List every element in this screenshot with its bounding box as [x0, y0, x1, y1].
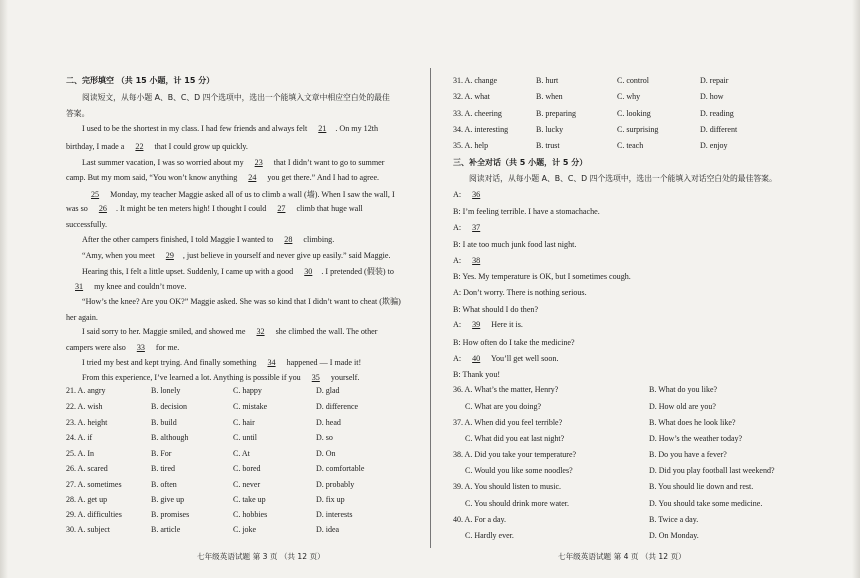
passage-text: Hearing this, I felt a little upset. Suddenly, I came up with a good — [82, 267, 296, 276]
option-item: 32. A. what — [453, 92, 490, 101]
passage-text: you get there.” And I had to agree. — [265, 173, 380, 182]
page-4-footer: 七年级英语试题 第 4 页 （共 12 页） — [558, 552, 686, 561]
option-item: D. On Monday. — [649, 531, 699, 540]
passage-text: I said sorry to her. Maggie smiled, and showed me — [82, 327, 248, 336]
option-item: C. hobbies — [233, 510, 268, 519]
dialogue-section-title: 三、补全对话（共 5 小题，计 5 分） — [453, 158, 588, 167]
option-item: 22. A. wish — [66, 402, 103, 411]
dialogue-text: A: — [453, 256, 464, 265]
option-item: D. repair — [700, 76, 729, 85]
passage-text: for me. — [153, 343, 180, 352]
blank-number: 30 — [304, 267, 313, 276]
passage-text: successfully. — [66, 220, 108, 229]
option-item: 34. A. interesting — [453, 125, 509, 134]
option-item: D. On — [316, 449, 336, 458]
blank-number: 38 — [472, 256, 481, 265]
dialogue-line — [453, 354, 558, 364]
cloze-instruction: 阅读短文，从每小题 A、B、C、D 四个选项中，选出一个能填入文章中相应空白处的最佳 — [82, 93, 390, 102]
option-item: 31. A. change — [453, 76, 497, 85]
option-item: B. often — [151, 480, 177, 489]
page-divider — [430, 68, 431, 548]
option-item: C. mistake — [233, 402, 268, 411]
option-item: 28. A. get up — [66, 495, 108, 504]
option-item: B. preparing — [536, 109, 576, 118]
passage-text: birthday, I made a — [66, 142, 127, 151]
option-item: D. fix up — [316, 495, 345, 504]
option-item: D. reading — [700, 109, 734, 118]
option-item: B. What do you like? — [649, 385, 718, 394]
option-item: 21. A. angry — [66, 386, 106, 395]
passage-text: Last summer vacation, I was so worried about my — [82, 158, 246, 167]
blank-number: 21 — [318, 124, 327, 133]
option-item: 27. A. sometimes — [66, 480, 122, 489]
passage-line — [66, 313, 98, 323]
blank-number: 23 — [254, 158, 263, 167]
dialogue-text: B: Thank you! — [453, 370, 501, 379]
option-item: 30. A. subject — [66, 525, 110, 534]
blank-number: 36 — [472, 190, 481, 199]
option-item: 29. A. difficulties — [66, 510, 122, 519]
passage-text: I tried my best and kept trying. And finally something — [82, 358, 259, 367]
option-item: B. What does he look like? — [649, 418, 736, 427]
passage-line — [82, 251, 390, 261]
passage-text: she climbed the wall. The other — [273, 327, 378, 336]
passage-line — [66, 343, 179, 353]
option-item: C. take up — [233, 495, 266, 504]
scan-edge-right — [852, 0, 860, 578]
option-item: C. until — [233, 433, 258, 442]
option-item: C. bored — [233, 464, 261, 473]
passage-line — [66, 173, 379, 183]
option-item: B. hurt — [536, 76, 559, 85]
passage-text: , just believe in yourself and never give up easily.” said Maggie. — [182, 251, 391, 260]
option-item: D. probably — [316, 480, 355, 489]
passage-text: “How’s the knee? Are you OK?” Maggie asked. She was so kind that I didn’t want to cheat (欺骗) — [82, 297, 401, 306]
passage-line — [66, 282, 186, 292]
option-item: B. article — [151, 525, 181, 534]
dialogue-text: B: I’m feeling terrible. I have a stomachache. — [453, 207, 600, 216]
dialogue-text: You’ll get well soon. — [489, 354, 559, 363]
dialogue-text: A: — [453, 320, 464, 329]
option-item: C. hair — [233, 418, 255, 427]
option-item: B. build — [151, 418, 177, 427]
option-item: C. joke — [233, 525, 257, 534]
passage-text: happened — I made it! — [284, 358, 362, 367]
dialogue-line — [453, 207, 600, 217]
dialogue-text: A: — [453, 190, 464, 199]
passage-line — [82, 297, 401, 307]
option-item: 24. A. if — [66, 433, 93, 442]
blank-number: 26 — [98, 204, 107, 213]
option-item: D. idea — [316, 525, 340, 534]
passage-line — [82, 358, 361, 368]
option-item: 23. A. height — [66, 418, 108, 427]
passage-text: her again. — [66, 313, 98, 322]
option-item: D. glad — [316, 386, 340, 395]
option-item: B. For — [151, 449, 172, 458]
blank-number: 33 — [136, 343, 145, 352]
dialogue-line — [453, 305, 538, 315]
option-item: 25. A. In — [66, 449, 94, 458]
passage-text: that I could grow up quickly. — [152, 142, 248, 151]
dialogue-line — [453, 240, 576, 250]
dialogue-text: A: — [453, 223, 464, 232]
passage-line — [82, 327, 377, 337]
dialogue-text: Here it is. — [489, 320, 523, 329]
blank-number: 28 — [284, 235, 293, 244]
option-item: D. You should take some medicine. — [649, 499, 763, 508]
option-item: D. Did you play football last weekend? — [649, 466, 775, 475]
passage-line — [66, 142, 248, 152]
passage-text: After the other campers finished, I told Maggie I wanted to — [82, 235, 276, 244]
blank-number: 29 — [165, 251, 174, 260]
option-item: C. What did you eat last night? — [465, 434, 565, 443]
page-3-footer: 七年级英语试题 第 3 页 （共 12 页） — [197, 552, 325, 561]
dialogue-text: B: How often do I take the medicine? — [453, 338, 575, 347]
blank-number: 25 — [91, 190, 100, 199]
passage-text: . It might be ten meters high! I thought I could — [115, 204, 269, 213]
option-item: D. so — [316, 433, 333, 442]
option-item: C. Would you like some noodles? — [465, 466, 573, 475]
option-item: B. tired — [151, 464, 175, 473]
passage-text: I used to be the shortest in my class. I had few friends and always felt — [82, 124, 310, 133]
blank-number: 40 — [472, 354, 481, 363]
option-item: B. although — [151, 433, 189, 442]
dialogue-text: A: — [453, 354, 464, 363]
option-item: 38. A. Did you take your temperature? — [453, 450, 577, 459]
option-item: B. Twice a day. — [649, 515, 699, 524]
passage-text: yourself. — [328, 373, 360, 382]
blank-number: 35 — [311, 373, 320, 382]
option-item: B. lucky — [536, 125, 564, 134]
blank-number: 32 — [256, 327, 265, 336]
blank-number: 27 — [277, 204, 286, 213]
option-item: C. At — [233, 449, 250, 458]
passage-line — [82, 267, 394, 277]
option-item: C. What are you doing? — [465, 402, 542, 411]
dialogue-line — [453, 338, 575, 348]
dialogue-instruction: 阅读对话，从每小题 A、B、C、D 四个选项中，选出一个能填入对话空白处的最佳答案。 — [469, 174, 777, 183]
option-item: D. different — [700, 125, 738, 134]
passage-text: Monday, my teacher Maggie asked all of us to climb a wall (墙). When I saw the wall, I — [108, 190, 395, 199]
option-item: C. You should drink more water. — [465, 499, 569, 508]
option-item: D. comfortable — [316, 464, 365, 473]
passage-text: “Amy, when you meet — [82, 251, 157, 260]
passage-line — [66, 204, 363, 214]
dialogue-text: B: Yes. My temperature is OK, but I sometimes cough. — [453, 272, 631, 281]
passage-line — [66, 220, 107, 230]
option-item: C. looking — [617, 109, 651, 118]
dialogue-line — [453, 320, 523, 330]
passage-text: camp. But my mom said, “You won’t know anything — [66, 173, 240, 182]
option-item: B. lonely — [151, 386, 181, 395]
option-item: C. Hardly ever. — [465, 531, 514, 540]
option-item: C. never — [233, 480, 261, 489]
passage-line — [82, 190, 395, 200]
option-item: 26. A. scared — [66, 464, 108, 473]
dialogue-text: A: Don’t worry. There is nothing serious. — [453, 288, 587, 297]
passage-text: . I pretended (假装) to — [321, 267, 394, 276]
option-item: D. enjoy — [700, 141, 728, 150]
option-item: D. interests — [316, 510, 353, 519]
option-item: C. why — [617, 92, 641, 101]
blank-number: 37 — [472, 223, 481, 232]
blank-number: 34 — [267, 358, 276, 367]
passage-text: climbing. — [301, 235, 335, 244]
option-item: C. teach — [617, 141, 644, 150]
option-item: 37. A. When did you feel terrible? — [453, 418, 563, 427]
dialogue-line — [453, 256, 489, 266]
option-item: B. Do you have a fever? — [649, 450, 727, 459]
passage-text: my knee and couldn’t move. — [92, 282, 187, 291]
dialogue-line — [453, 223, 489, 233]
dialogue-text: B: What should I do then? — [453, 305, 539, 314]
dialogue-line — [453, 272, 631, 282]
passage-line — [82, 124, 378, 134]
cloze-section-title: 二、完形填空 （共 15 小题，计 15 分） — [66, 76, 215, 85]
dialogue-line — [453, 190, 489, 200]
passage-line — [82, 158, 384, 168]
passage-line — [82, 235, 334, 245]
passage-text: . On my 12th — [335, 124, 379, 133]
option-item: D. head — [316, 418, 341, 427]
option-item: 33. A. cheering — [453, 109, 502, 118]
option-item: D. how — [700, 92, 724, 101]
passage-text: was so — [66, 204, 90, 213]
passage-text: campers were also — [66, 343, 128, 352]
passage-text: From this experience, I’ve learned a lot. Anything is possible if you — [82, 373, 303, 382]
blank-number: 31 — [75, 282, 84, 291]
cloze-instruction: 答案。 — [66, 109, 90, 118]
option-item: D. How’s the weather today? — [649, 434, 743, 443]
scan-edge-left — [0, 0, 8, 578]
option-item: 36. A. What’s the matter, Henry? — [453, 385, 559, 394]
option-item: D. difference — [316, 402, 359, 411]
option-item: 35. A. help — [453, 141, 489, 150]
passage-text: climb that huge wall — [294, 204, 363, 213]
passage-text: that I didn’t want to go to summer — [271, 158, 385, 167]
option-item: B. trust — [536, 141, 560, 150]
dialogue-line — [453, 370, 500, 380]
option-item: C. control — [617, 76, 649, 85]
dialogue-text: B: I ate too much junk food last night. — [453, 240, 577, 249]
option-item: B. when — [536, 92, 563, 101]
option-item: C. surprising — [617, 125, 659, 134]
option-item: D. How old are you? — [649, 402, 716, 411]
dialogue-line — [453, 288, 587, 298]
option-item: 40. A. For a day. — [453, 515, 507, 524]
option-item: B. decision — [151, 402, 187, 411]
option-item: C. happy — [233, 386, 262, 395]
option-item: B. give up — [151, 495, 185, 504]
passage-line — [82, 373, 359, 383]
blank-number: 22 — [135, 142, 144, 151]
blank-number: 39 — [472, 320, 481, 329]
option-item: 39. A. You should listen to music. — [453, 482, 562, 491]
option-item: B. You should lie down and rest. — [649, 482, 754, 491]
blank-number: 24 — [248, 173, 257, 182]
option-item: B. promises — [151, 510, 190, 519]
